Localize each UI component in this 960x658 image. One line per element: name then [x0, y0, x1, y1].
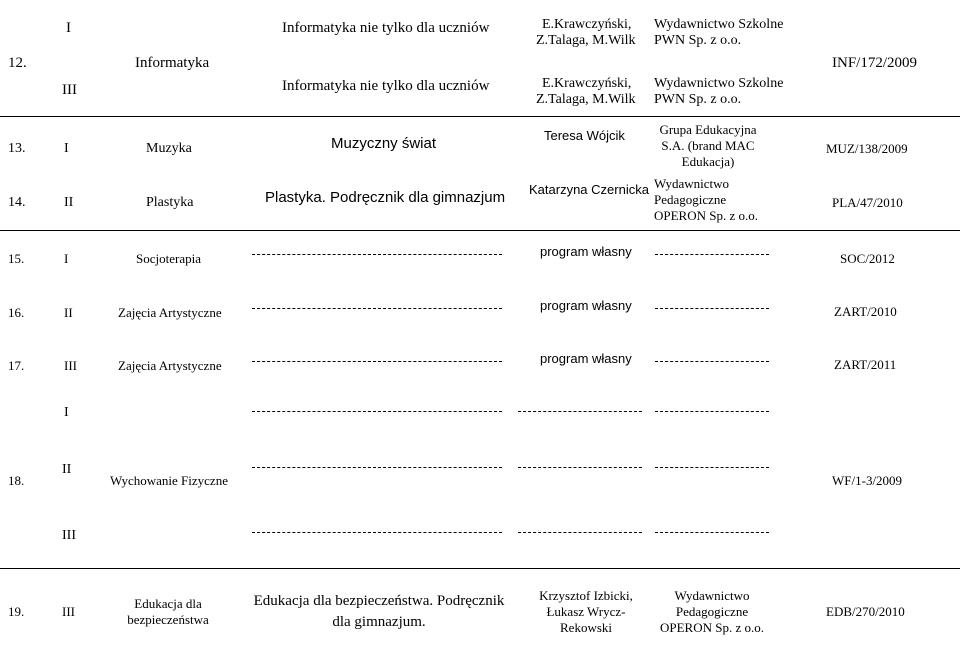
publisher-line: Edukacja) — [681, 154, 735, 169]
empty-title-dashes — [252, 254, 502, 255]
authors-line: Łukasz Wrycz- — [546, 604, 626, 619]
publisher-line: PWN Sp. z o.o. — [654, 92, 742, 107]
class-level: III — [64, 358, 77, 373]
row-number: 18. — [8, 473, 25, 488]
authors-line: Rekowski — [560, 620, 612, 635]
publisher-line: OPERON Sp. z o.o. — [654, 208, 759, 223]
row-number: 15. — [8, 251, 25, 266]
registration-code: INF/172/2009 — [832, 55, 918, 71]
book-title-line: Edukacja dla bezpieczeństwa. Podręcznik — [253, 593, 505, 609]
subject: Socjoterapia — [136, 251, 201, 266]
class-level: I — [64, 141, 69, 156]
publisher-line: OPERON Sp. z o.o. — [659, 620, 764, 635]
empty-title-dashes — [252, 308, 502, 309]
empty-publisher-dashes — [655, 532, 769, 533]
class-level: III — [62, 82, 77, 98]
empty-title-dashes — [252, 361, 502, 362]
authors: Katarzyna Czernicka — [529, 182, 649, 197]
authors-line: E.Krawczyński, — [542, 76, 632, 91]
registration-code: PLA/47/2010 — [832, 195, 903, 210]
program-label: program własny — [540, 298, 632, 313]
empty-publisher-dashes — [655, 254, 769, 255]
publisher-line: Grupa Edukacyjna — [659, 122, 757, 137]
empty-title-dashes — [252, 467, 502, 468]
class-level: II — [62, 462, 72, 477]
authors-line: Krzysztof Izbicki, — [539, 588, 633, 603]
empty-publisher-dashes — [655, 411, 769, 412]
program-label: program własny — [540, 244, 632, 259]
publisher-line: PWN Sp. z o.o. — [654, 33, 742, 48]
registration-code: ZART/2010 — [834, 304, 897, 319]
empty-authors-dashes — [518, 467, 642, 468]
empty-title-dashes — [252, 411, 502, 412]
row-divider — [0, 568, 960, 569]
row-number: 17. — [8, 358, 25, 373]
class-level: I — [64, 251, 69, 266]
publisher-line: S.A. (brand MAC — [661, 138, 755, 153]
registration-code: WF/1-3/2009 — [832, 473, 903, 488]
empty-authors-dashes — [518, 532, 642, 533]
class-level: II — [64, 305, 73, 320]
subject: Plastyka — [146, 195, 194, 210]
registration-code: SOC/2012 — [840, 251, 895, 266]
book-title: Informatyka nie tylko dla uczniów — [282, 78, 490, 94]
class-level: II — [64, 195, 74, 210]
empty-title-dashes — [252, 532, 502, 533]
row-number: 13. — [8, 141, 26, 156]
publisher-line: Wydawnictwo Szkolne — [654, 76, 784, 91]
registration-code: EDB/270/2010 — [826, 604, 905, 619]
book-title: Informatyka nie tylko dla uczniów — [282, 20, 490, 36]
program-label: program własny — [540, 351, 632, 366]
empty-authors-dashes — [518, 411, 642, 412]
subject: Informatyka — [135, 55, 210, 71]
class-level: I — [66, 20, 71, 36]
row-number: 16. — [8, 305, 25, 320]
registration-code: MUZ/138/2009 — [826, 141, 908, 156]
registration-code: ZART/2011 — [834, 357, 897, 372]
subject-line: bezpieczeństwa — [127, 612, 209, 627]
publisher-line: Pedagogiczne — [675, 604, 749, 619]
class-level: III — [62, 604, 75, 619]
publisher-line: Pedagogiczne — [654, 192, 727, 207]
book-title: Muzyczny świat — [331, 135, 437, 152]
subject: Wychowanie Fizyczne — [110, 473, 228, 488]
subject: Zajęcia Artystyczne — [118, 305, 222, 320]
empty-publisher-dashes — [655, 308, 769, 309]
authors-line: E.Krawczyński, — [542, 17, 632, 32]
empty-publisher-dashes — [655, 361, 769, 362]
authors: Teresa Wójcik — [544, 128, 625, 143]
class-level: I — [64, 405, 69, 420]
subject: Zajęcia Artystyczne — [118, 358, 222, 373]
row-divider — [0, 116, 960, 117]
row-divider — [0, 230, 960, 231]
publisher-line: Wydawnictwo — [654, 176, 730, 191]
publisher-line: Wydawnictwo — [674, 588, 750, 603]
subject: Muzyka — [146, 141, 192, 156]
publisher-line: Wydawnictwo Szkolne — [654, 17, 784, 32]
empty-publisher-dashes — [655, 467, 769, 468]
book-title-line: dla gimnazjum. — [332, 614, 426, 630]
row-number: 12. — [8, 55, 27, 71]
authors-line: Z.Talaga, M.Wilk — [536, 33, 636, 48]
subject-line: Edukacja dla — [134, 596, 202, 611]
book-title: Plastyka. Podręcznik dla gimnazjum — [265, 189, 506, 206]
class-level: III — [62, 528, 76, 543]
row-number: 14. — [8, 195, 26, 210]
row-number: 19. — [8, 604, 25, 619]
authors-line: Z.Talaga, M.Wilk — [536, 92, 636, 107]
